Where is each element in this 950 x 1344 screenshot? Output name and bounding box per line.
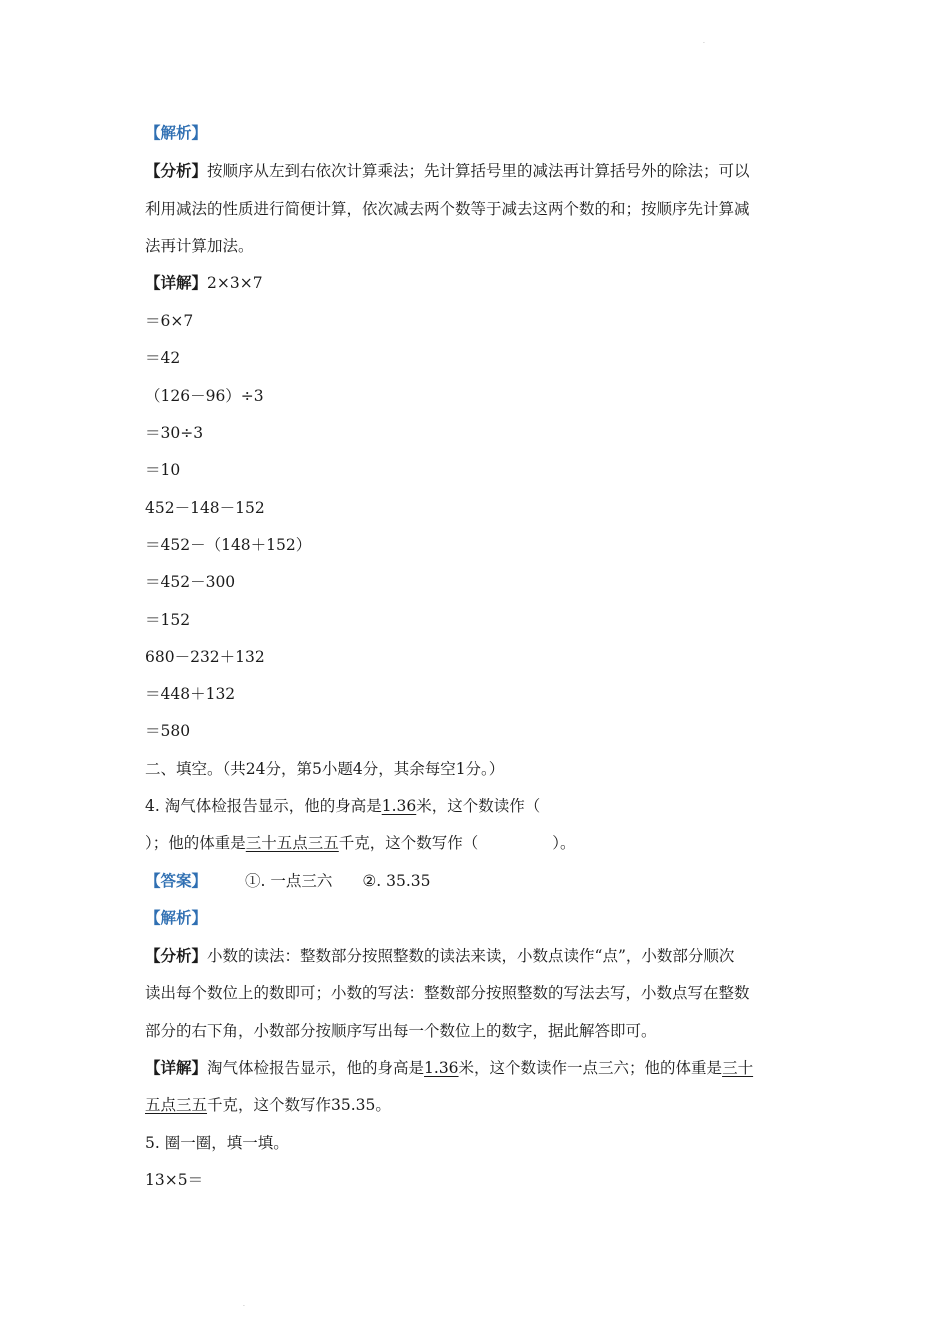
answer-2: ②. 35.35: [362, 872, 431, 890]
analysis-text: 小数的读法：整数部分按照整数的读法来读，小数点读作“点”，小数部分顺次: [207, 947, 735, 965]
detail-line: [145, 273, 805, 293]
q5-expression: 13×5＝: [145, 1171, 204, 1189]
calc-step: ＝580: [145, 722, 191, 740]
q5-title: 5. 圈一圈，填一填。: [145, 1134, 289, 1152]
detail-text: 米，这个数读作一点三六；他的体重是: [458, 1059, 723, 1077]
page-mark: ·: [703, 40, 705, 47]
q4-line-2: [145, 833, 805, 853]
calc-step: ＝448＋132: [145, 685, 236, 703]
q4-line-1: [145, 796, 805, 816]
calc-step: 680－232＋132: [145, 648, 265, 666]
calc-step: ＝452－300: [145, 573, 236, 591]
analysis-text: 按顺序从左到右依次计算乘法；先计算括号里的减法再计算括号外的除法；可以: [207, 162, 750, 180]
calc-step: 452－148－152: [145, 499, 265, 517]
jiexi-label: 【解析】: [145, 123, 208, 142]
detail-height-value: 1.36: [424, 1059, 459, 1077]
detail-tag: 【详解】: [145, 273, 208, 292]
calc-step: 2×3×7: [207, 274, 263, 292]
q4-text: 4. 淘气体检报告显示，他的身高是: [145, 797, 382, 815]
detail-weight-value-part2: 五点三五: [145, 1096, 208, 1114]
q4-detail-line-1: [145, 1058, 805, 1078]
q4-analysis-line-2: 读出每个数位上的数即可；小数的写法：整数部分按照整数的写法去写，小数点写在整数: [145, 984, 750, 1002]
analysis-tag: 【分析】: [145, 946, 208, 965]
calc-step: ＝10: [145, 461, 181, 479]
q4-answer-line: [145, 871, 805, 891]
analysis-line-3: 法再计算加法。: [145, 237, 254, 255]
analysis-tag: 【分析】: [145, 161, 208, 180]
calc-step: ＝452－（148＋152）: [145, 536, 312, 554]
analysis-line-1: [145, 161, 805, 181]
q4-analysis-line-3: 部分的右下角，小数部分按顺序写出每一个数位上的数字，据此解答即可。: [145, 1022, 657, 1040]
q4-detail-line-2: [145, 1095, 805, 1115]
detail-weight-value-part1: 三十: [722, 1059, 754, 1077]
detail-text: 千克，这个数写作35.35。: [207, 1096, 391, 1114]
detail-tag: 【详解】: [145, 1058, 208, 1077]
answer-tag: 【答案】: [145, 871, 208, 890]
q4-text: ）。: [552, 834, 576, 852]
q4-text: 米，这个数读作（: [416, 797, 541, 815]
q4-text: 千克，这个数写作（: [338, 834, 479, 852]
analysis-line-2: 利用减法的性质进行简便计算，依次减去两个数等于减去这两个数的和；按顺序先计算减: [145, 200, 750, 218]
detail-text: 淘气体检报告显示，他的身高是: [207, 1059, 425, 1077]
page-mark: ·: [243, 1303, 245, 1310]
part2-heading: 二、填空。（共24分，第5小题4分，其余每空1分。）: [145, 760, 505, 778]
calc-step: ＝152: [145, 611, 191, 629]
q4-text: ）；他的体重是: [145, 834, 246, 852]
q4-weight-value: 三十五点三五: [245, 834, 339, 852]
q4-height-value: 1.36: [381, 797, 417, 815]
jiexi-label: 【解析】: [145, 908, 208, 927]
q4-analysis-line-1: [145, 946, 805, 966]
calc-step: ＝6×7: [145, 312, 194, 330]
calc-step: （126－96）÷3: [145, 387, 264, 405]
answer-1: ①. 一点三六: [245, 872, 333, 890]
calc-step: ＝30÷3: [145, 424, 204, 442]
calc-step: ＝42: [145, 349, 181, 367]
